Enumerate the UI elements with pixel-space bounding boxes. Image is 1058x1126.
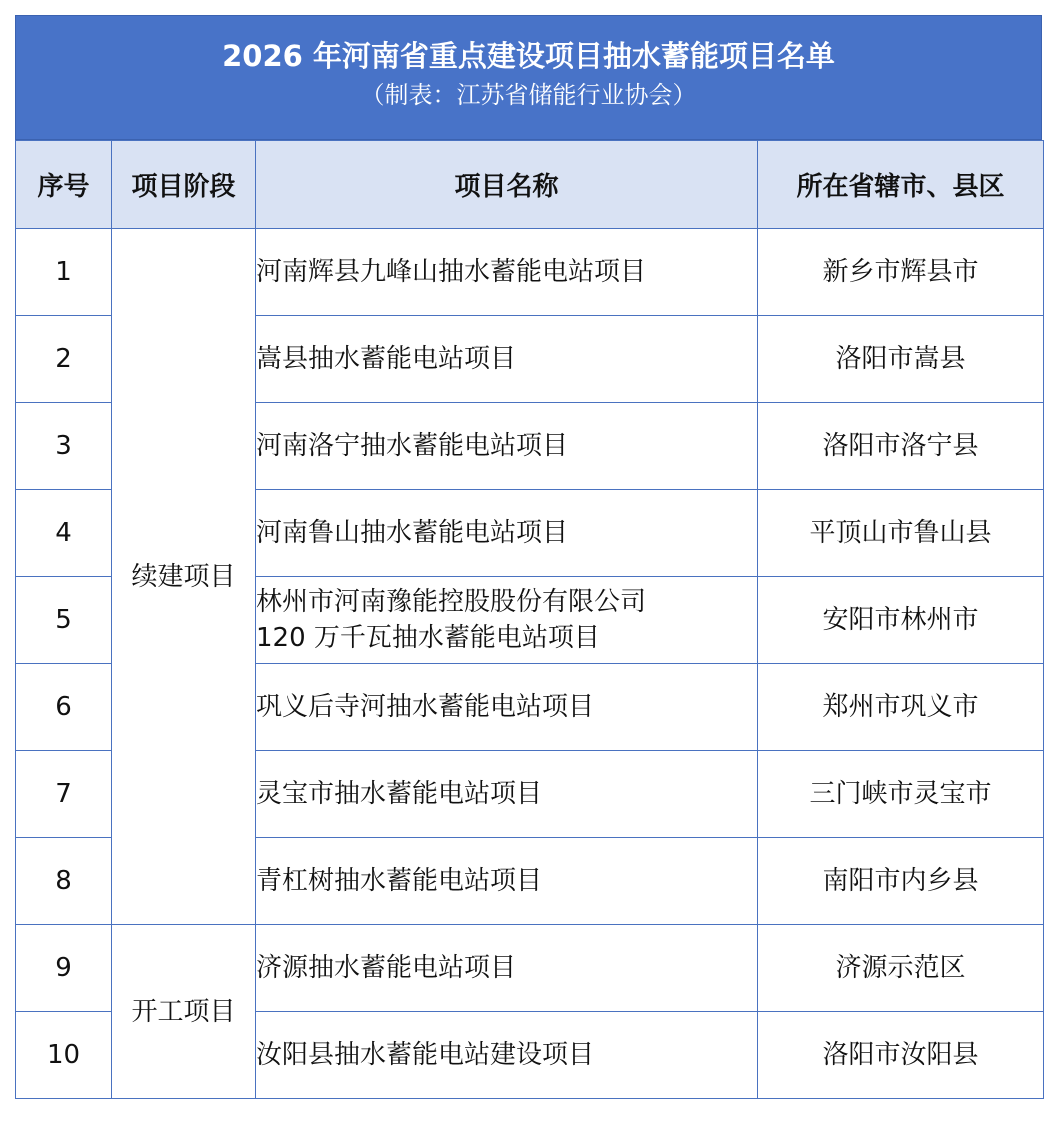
column-header-location: 所在省辖市、县区 [758, 141, 1044, 229]
table-row [16, 925, 1044, 1012]
project-location: 南阳市内乡县 [758, 838, 1044, 925]
project-name: 汝阳县抽水蓄能电站建设项目 [256, 1012, 758, 1099]
column-header-no: 序号 [16, 141, 112, 229]
column-header-stage: 项目阶段 [112, 141, 256, 229]
table-row [16, 229, 1044, 316]
project-name-line-2: 120 万千瓦抽水蓄能电站项目 [256, 623, 600, 653]
project-name: 济源抽水蓄能电站项目 [256, 925, 758, 1012]
project-name: 河南鲁山抽水蓄能电站项目 [256, 490, 758, 577]
row-number: 5 [16, 577, 112, 664]
row-number: 1 [16, 229, 112, 316]
stage-cell-continuing: 续建项目 [112, 229, 256, 925]
page-title: 2026 年河南省重点建设项目抽水蓄能项目名单 [222, 39, 835, 73]
project-name [256, 577, 758, 664]
project-list-sheet [15, 15, 1042, 1099]
row-number: 4 [16, 490, 112, 577]
project-location: 洛阳市嵩县 [758, 316, 1044, 403]
page-subtitle: （制表：江苏省储能行业协会） [360, 81, 697, 109]
stage-cell-new-start: 开工项目 [112, 925, 256, 1099]
table-header-row [16, 141, 1044, 229]
row-number: 10 [16, 1012, 112, 1099]
project-name: 灵宝市抽水蓄能电站项目 [256, 751, 758, 838]
project-location: 洛阳市洛宁县 [758, 403, 1044, 490]
project-name-line-1: 林州市河南豫能控股股份有限公司 [256, 587, 647, 617]
row-number: 7 [16, 751, 112, 838]
project-name: 河南洛宁抽水蓄能电站项目 [256, 403, 758, 490]
project-location: 平顶山市鲁山县 [758, 490, 1044, 577]
row-number: 3 [16, 403, 112, 490]
row-number: 6 [16, 664, 112, 751]
project-location: 新乡市辉县市 [758, 229, 1044, 316]
project-name: 巩义后寺河抽水蓄能电站项目 [256, 664, 758, 751]
project-location: 济源示范区 [758, 925, 1044, 1012]
project-name: 青杠树抽水蓄能电站项目 [256, 838, 758, 925]
column-header-name: 项目名称 [256, 141, 758, 229]
project-location: 安阳市林州市 [758, 577, 1044, 664]
project-location: 郑州市巩义市 [758, 664, 1044, 751]
project-table [15, 140, 1044, 1099]
project-name: 河南辉县九峰山抽水蓄能电站项目 [256, 229, 758, 316]
title-band [15, 15, 1042, 140]
project-location: 洛阳市汝阳县 [758, 1012, 1044, 1099]
row-number: 2 [16, 316, 112, 403]
row-number: 9 [16, 925, 112, 1012]
row-number: 8 [16, 838, 112, 925]
project-location: 三门峡市灵宝市 [758, 751, 1044, 838]
project-name: 嵩县抽水蓄能电站项目 [256, 316, 758, 403]
